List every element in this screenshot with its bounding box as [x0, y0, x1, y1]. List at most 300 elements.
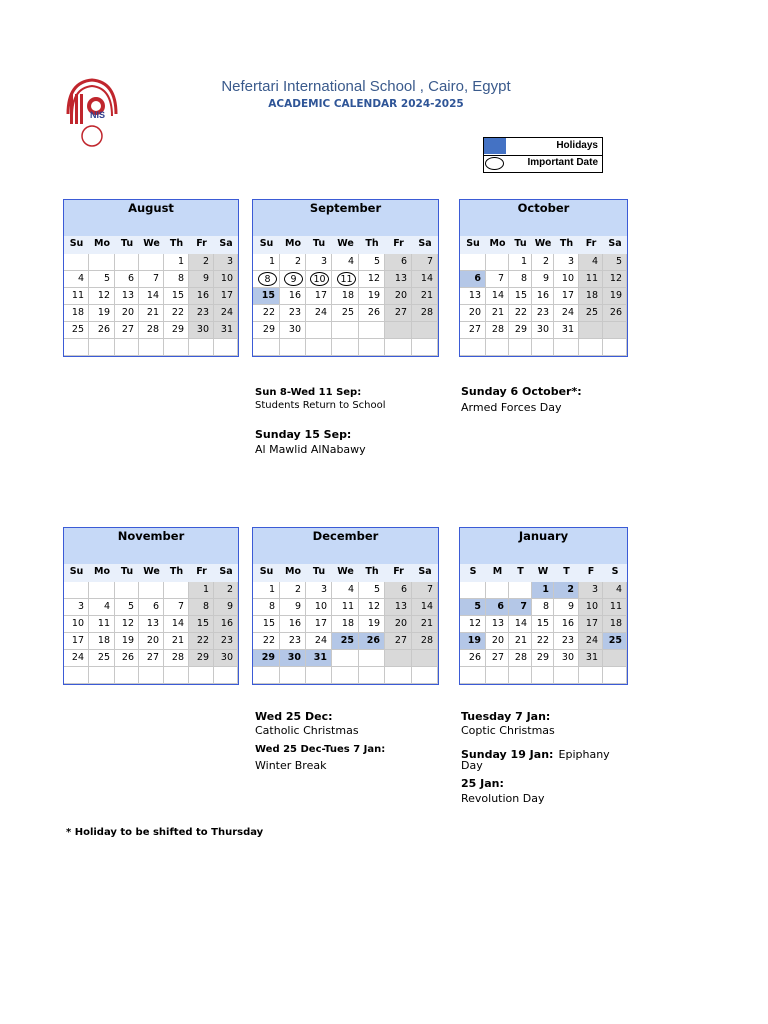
- month-header: [253, 528, 438, 564]
- weekday-label: T: [563, 566, 570, 577]
- day-cell: 6: [486, 599, 509, 616]
- day-cell: 21: [412, 288, 438, 305]
- day-cell: [115, 667, 139, 684]
- day-cell: [385, 667, 412, 684]
- day-cell: 5: [460, 599, 486, 616]
- day-cell: 25: [89, 650, 115, 667]
- day-cell: 28: [139, 322, 164, 339]
- day-cell: [332, 271, 359, 288]
- day-cell: 30: [280, 650, 306, 667]
- note-oct-title: Sunday 6 October*:: [461, 385, 582, 398]
- important-date-circle: 10: [310, 272, 329, 286]
- weekday-label: Fr: [393, 238, 404, 249]
- day-cell: [412, 650, 438, 667]
- day-cell: 13: [139, 616, 164, 633]
- day-cell: 13: [115, 288, 139, 305]
- day-cell: [332, 322, 359, 339]
- day-cell: 3: [64, 599, 89, 616]
- holiday-swatch: [484, 138, 506, 154]
- day-cell: 18: [64, 305, 89, 322]
- day-cell: 2: [214, 582, 238, 599]
- day-cell: 25: [332, 633, 359, 650]
- day-cell: 5: [115, 599, 139, 616]
- day-cell: 29: [253, 322, 280, 339]
- day-cell: 5: [359, 254, 385, 271]
- day-cell: 9: [532, 271, 554, 288]
- day-cell: 27: [385, 305, 412, 322]
- day-cell: 29: [253, 650, 280, 667]
- day-cell: [332, 650, 359, 667]
- day-cell: [359, 322, 385, 339]
- day-cell: 4: [64, 271, 89, 288]
- weekday-label: Tu: [312, 566, 326, 577]
- day-cell: 1: [532, 582, 554, 599]
- day-cell: 3: [306, 582, 332, 599]
- weekday-label: Fr: [393, 566, 404, 577]
- day-cell: 30: [554, 650, 579, 667]
- day-cell: [579, 322, 603, 339]
- day-cell: [253, 667, 280, 684]
- day-cell: 29: [532, 650, 554, 667]
- note-dec-break-text: Winter Break: [255, 759, 327, 772]
- day-cell: 23: [280, 633, 306, 650]
- day-cell: 18: [332, 288, 359, 305]
- note-jan-rev-text: Revolution Day: [461, 792, 545, 805]
- day-cell: 3: [579, 582, 603, 599]
- day-cell: 30: [280, 322, 306, 339]
- weekday-label: Tu: [120, 566, 134, 577]
- day-cell: 17: [554, 288, 579, 305]
- day-cell: 23: [189, 305, 214, 322]
- weekday-label: Sa: [418, 566, 432, 577]
- month-name: January: [518, 529, 569, 543]
- day-cell: 26: [460, 650, 486, 667]
- day-cell: 19: [460, 633, 486, 650]
- day-cell: 9: [189, 271, 214, 288]
- month-name: September: [309, 201, 382, 215]
- day-cell: 3: [214, 254, 238, 271]
- weekday-label: We: [143, 566, 160, 577]
- month-header: [460, 200, 627, 236]
- legend-holidays: [484, 138, 602, 156]
- weekday-label: Su: [69, 566, 84, 577]
- day-cell: 11: [332, 599, 359, 616]
- day-cell: 10: [214, 271, 238, 288]
- day-cell: [214, 339, 238, 356]
- calendar-december: [252, 527, 439, 685]
- calendar-september: [252, 199, 439, 357]
- day-cell: [306, 339, 332, 356]
- day-cell: 5: [359, 582, 385, 599]
- day-cell: 5: [89, 271, 115, 288]
- weekday-label: Su: [69, 238, 84, 249]
- weekday-label: Mo: [94, 238, 110, 249]
- day-cell: [332, 667, 359, 684]
- day-cell: 16: [280, 288, 306, 305]
- weekday-label: F: [587, 566, 595, 577]
- day-cell: 30: [214, 650, 238, 667]
- page-subtitle: ACADEMIC CALENDAR 2024-2025: [268, 98, 464, 110]
- month-header: [460, 528, 627, 564]
- day-cell: 14: [412, 599, 438, 616]
- day-cell: [139, 339, 164, 356]
- important-date-circle: 9: [284, 272, 303, 286]
- day-cell: 3: [306, 254, 332, 271]
- day-cell: 24: [64, 650, 89, 667]
- day-cell: 7: [164, 599, 189, 616]
- weekday-label: S: [611, 566, 619, 577]
- day-cell: 9: [280, 599, 306, 616]
- circle-icon: [485, 157, 504, 170]
- day-cell: 21: [412, 616, 438, 633]
- day-cell: 27: [115, 322, 139, 339]
- day-cell: [64, 582, 89, 599]
- day-cell: 10: [306, 599, 332, 616]
- day-cell: 21: [509, 633, 532, 650]
- day-cell: 6: [385, 254, 412, 271]
- note-sep-return-text: Students Return to School: [255, 400, 386, 411]
- day-cell: [253, 271, 280, 288]
- day-cell: 25: [579, 305, 603, 322]
- day-cell: 20: [139, 633, 164, 650]
- day-cell: 13: [385, 599, 412, 616]
- day-cell: 25: [603, 633, 627, 650]
- weekday-label: T: [517, 566, 524, 577]
- day-cell: [412, 667, 438, 684]
- day-cell: 15: [253, 288, 280, 305]
- day-cell: 2: [280, 254, 306, 271]
- day-cell: [280, 271, 306, 288]
- day-cell: 11: [603, 599, 627, 616]
- day-cell: 13: [486, 616, 509, 633]
- day-cell: [306, 322, 332, 339]
- day-cell: 2: [280, 582, 306, 599]
- day-cell: [509, 339, 532, 356]
- day-cell: 23: [280, 305, 306, 322]
- day-cell: [359, 650, 385, 667]
- day-cell: [579, 667, 603, 684]
- day-cell: 20: [115, 305, 139, 322]
- day-cell: 6: [139, 599, 164, 616]
- day-cell: 11: [89, 616, 115, 633]
- day-cell: 26: [603, 305, 627, 322]
- day-cell: 23: [532, 305, 554, 322]
- weekday-label: Mo: [489, 238, 506, 249]
- day-cell: [532, 667, 554, 684]
- day-cell: [603, 650, 627, 667]
- weekday-label: Fr: [196, 566, 207, 577]
- day-cell: 25: [64, 322, 89, 339]
- day-cell: 23: [214, 633, 238, 650]
- weekday-label: Th: [559, 238, 574, 249]
- legend: [483, 137, 603, 173]
- day-cell: [115, 254, 139, 271]
- day-cell: 4: [603, 582, 627, 599]
- legend-important-date: [484, 155, 602, 172]
- day-cell: 10: [579, 599, 603, 616]
- day-cell: 19: [115, 633, 139, 650]
- day-cell: 12: [115, 616, 139, 633]
- school-logo: [60, 74, 124, 148]
- day-cell: 17: [579, 616, 603, 633]
- day-cell: [412, 322, 438, 339]
- day-cell: 18: [89, 633, 115, 650]
- day-cell: 1: [164, 254, 189, 271]
- day-cell: 22: [189, 633, 214, 650]
- day-cell: 28: [412, 305, 438, 322]
- day-cell: 31: [306, 650, 332, 667]
- day-cell: 22: [532, 633, 554, 650]
- note-dec-xmas-title: Wed 25 Dec:: [255, 710, 333, 723]
- day-cell: [486, 582, 509, 599]
- day-cell: [189, 339, 214, 356]
- day-cell: 27: [486, 650, 509, 667]
- day-cell: 8: [164, 271, 189, 288]
- day-cell: [532, 339, 554, 356]
- day-cell: 1: [189, 582, 214, 599]
- day-cell: 16: [280, 616, 306, 633]
- note-jan-epiphany: [461, 743, 610, 762]
- day-cell: 24: [579, 633, 603, 650]
- day-cell: [460, 582, 486, 599]
- day-cell: 16: [554, 616, 579, 633]
- day-cell: 29: [164, 322, 189, 339]
- weekday-label: Fr: [585, 238, 597, 249]
- day-cell: 4: [89, 599, 115, 616]
- day-cell: [603, 322, 627, 339]
- day-cell: 26: [115, 650, 139, 667]
- day-cell: 8: [253, 599, 280, 616]
- note-sep-return-title: Sun 8-Wed 11 Sep:: [255, 387, 362, 398]
- note-oct-text: Armed Forces Day: [461, 401, 562, 414]
- day-cell: 15: [509, 288, 532, 305]
- note-jan-coptic-title: Tuesday 7 Jan:: [461, 710, 551, 723]
- weekday-label: Su: [259, 238, 274, 249]
- day-cell: 17: [64, 633, 89, 650]
- weekday-label: Sa: [608, 238, 622, 249]
- weekday-label: Th: [365, 238, 379, 249]
- day-cell: 19: [89, 305, 115, 322]
- day-cell: 16: [189, 288, 214, 305]
- legend-holidays-label: Holidays: [556, 140, 598, 151]
- day-cell: 7: [139, 271, 164, 288]
- month-name: November: [117, 529, 185, 543]
- day-cell: 22: [164, 305, 189, 322]
- day-cell: 24: [306, 633, 332, 650]
- weekday-label: Mo: [285, 238, 301, 249]
- day-cell: 12: [359, 271, 385, 288]
- note-dec-break-title: Wed 25 Dec-Tues 7 Jan:: [255, 744, 386, 755]
- day-cell: 25: [332, 305, 359, 322]
- day-cell: [554, 667, 579, 684]
- day-cell: 6: [115, 271, 139, 288]
- weekday-label: Sa: [219, 566, 233, 577]
- day-cell: 27: [139, 650, 164, 667]
- day-cell: 17: [306, 288, 332, 305]
- day-cell: [280, 339, 306, 356]
- day-cell: [139, 582, 164, 599]
- day-cell: 11: [64, 288, 89, 305]
- day-cell: 28: [412, 633, 438, 650]
- day-cell: 20: [385, 616, 412, 633]
- day-cell: 22: [253, 305, 280, 322]
- page-title: Nefertari International School , Cairo, Egypt: [221, 78, 511, 95]
- day-cell: 21: [486, 305, 509, 322]
- day-cell: [115, 582, 139, 599]
- day-cell: 14: [486, 288, 509, 305]
- day-cell: 27: [385, 633, 412, 650]
- day-cell: 1: [509, 254, 532, 271]
- day-cell: 2: [532, 254, 554, 271]
- weekday-label: Th: [365, 566, 379, 577]
- day-cell: 28: [486, 322, 509, 339]
- day-cell: 4: [332, 254, 359, 271]
- day-cell: 2: [554, 582, 579, 599]
- day-cell: 22: [253, 633, 280, 650]
- note-jan-epiphany-title: Sunday 19 Jan:: [461, 748, 554, 761]
- day-cell: 4: [579, 254, 603, 271]
- weekday-label: Tu: [312, 238, 326, 249]
- day-cell: 31: [214, 322, 238, 339]
- day-cell: 1: [253, 254, 280, 271]
- day-cell: 20: [385, 288, 412, 305]
- month-header: [64, 528, 238, 564]
- weekday-label: S: [469, 566, 477, 577]
- calendar-january: [459, 527, 628, 685]
- weekday-label: Fr: [196, 238, 207, 249]
- weekday-label: Su: [259, 566, 274, 577]
- day-cell: 24: [214, 305, 238, 322]
- day-cell: 12: [460, 616, 486, 633]
- day-cell: [385, 339, 412, 356]
- day-cell: 18: [579, 288, 603, 305]
- note-jan-epiphany-text: Epiphany: [558, 748, 610, 761]
- weekday-label: M: [492, 566, 503, 577]
- day-cell: 12: [603, 271, 627, 288]
- day-cell: 19: [359, 288, 385, 305]
- day-cell: 17: [214, 288, 238, 305]
- day-cell: [359, 667, 385, 684]
- day-cell: [332, 339, 359, 356]
- footnote: * Holiday to be shifted to Thursday: [66, 827, 264, 838]
- day-cell: 12: [359, 599, 385, 616]
- day-cell: [385, 650, 412, 667]
- weekday-label: We: [143, 238, 160, 249]
- note-jan-coptic-text: Coptic Christmas: [461, 724, 555, 737]
- weekday-label: Th: [169, 566, 184, 577]
- day-cell: 4: [332, 582, 359, 599]
- day-cell: 6: [460, 271, 486, 288]
- month-name: August: [128, 201, 174, 215]
- day-cell: [412, 339, 438, 356]
- day-cell: [359, 339, 385, 356]
- day-cell: [214, 667, 238, 684]
- calendar-november: [63, 527, 239, 685]
- day-cell: [486, 339, 509, 356]
- day-cell: 26: [89, 322, 115, 339]
- weekday-label: Tu: [514, 238, 527, 249]
- day-cell: 5: [603, 254, 627, 271]
- day-cell: 24: [554, 305, 579, 322]
- day-cell: 10: [64, 616, 89, 633]
- day-cell: 26: [359, 633, 385, 650]
- important-date-circle: 11: [337, 272, 356, 286]
- day-cell: 19: [359, 616, 385, 633]
- day-cell: [486, 667, 509, 684]
- day-cell: [164, 582, 189, 599]
- note-dec-xmas-text: Catholic Christmas: [255, 724, 359, 737]
- day-cell: [460, 339, 486, 356]
- day-cell: [460, 254, 486, 271]
- month-header: [64, 200, 238, 236]
- day-cell: 30: [532, 322, 554, 339]
- day-cell: 8: [509, 271, 532, 288]
- day-cell: 13: [460, 288, 486, 305]
- weekday-label: Mo: [94, 566, 110, 577]
- day-cell: [89, 667, 115, 684]
- logo-text: NIS: [90, 110, 106, 120]
- day-cell: 8: [532, 599, 554, 616]
- day-cell: [579, 339, 603, 356]
- day-cell: 2: [189, 254, 214, 271]
- day-cell: 16: [532, 288, 554, 305]
- day-cell: 19: [603, 288, 627, 305]
- day-cell: 1: [253, 582, 280, 599]
- day-cell: 21: [164, 633, 189, 650]
- day-cell: 22: [509, 305, 532, 322]
- day-cell: 20: [460, 305, 486, 322]
- day-cell: 29: [509, 322, 532, 339]
- day-cell: [89, 254, 115, 271]
- note-jan-epiphany-text-2: Day: [461, 759, 483, 772]
- weekday-label: We: [534, 238, 552, 249]
- day-cell: [89, 339, 115, 356]
- day-cell: [280, 667, 306, 684]
- day-cell: [603, 667, 627, 684]
- month-name: December: [312, 529, 379, 543]
- day-cell: 17: [306, 616, 332, 633]
- month-header: [253, 200, 438, 236]
- day-cell: 6: [385, 582, 412, 599]
- note-sep-mawlid-title: Sunday 15 Sep:: [255, 428, 352, 441]
- day-cell: 27: [460, 322, 486, 339]
- weekday-label: Su: [466, 238, 480, 249]
- day-cell: 26: [359, 305, 385, 322]
- day-cell: 7: [509, 599, 532, 616]
- weekday-label: Tu: [120, 238, 134, 249]
- day-cell: [164, 339, 189, 356]
- day-cell: [554, 339, 579, 356]
- day-cell: [89, 582, 115, 599]
- day-cell: 14: [139, 288, 164, 305]
- calendar-october: [459, 199, 628, 357]
- day-cell: [64, 254, 89, 271]
- day-cell: 15: [189, 616, 214, 633]
- day-cell: 14: [164, 616, 189, 633]
- day-cell: 8: [189, 599, 214, 616]
- day-cell: 14: [412, 271, 438, 288]
- calendar-august: [63, 199, 239, 357]
- day-cell: 11: [579, 271, 603, 288]
- day-cell: 15: [532, 616, 554, 633]
- weekday-label: Th: [169, 238, 184, 249]
- day-cell: [306, 667, 332, 684]
- day-cell: 20: [486, 633, 509, 650]
- month-name: October: [517, 201, 570, 215]
- day-cell: [164, 667, 189, 684]
- day-cell: 9: [554, 599, 579, 616]
- weekday-label: Sa: [418, 238, 432, 249]
